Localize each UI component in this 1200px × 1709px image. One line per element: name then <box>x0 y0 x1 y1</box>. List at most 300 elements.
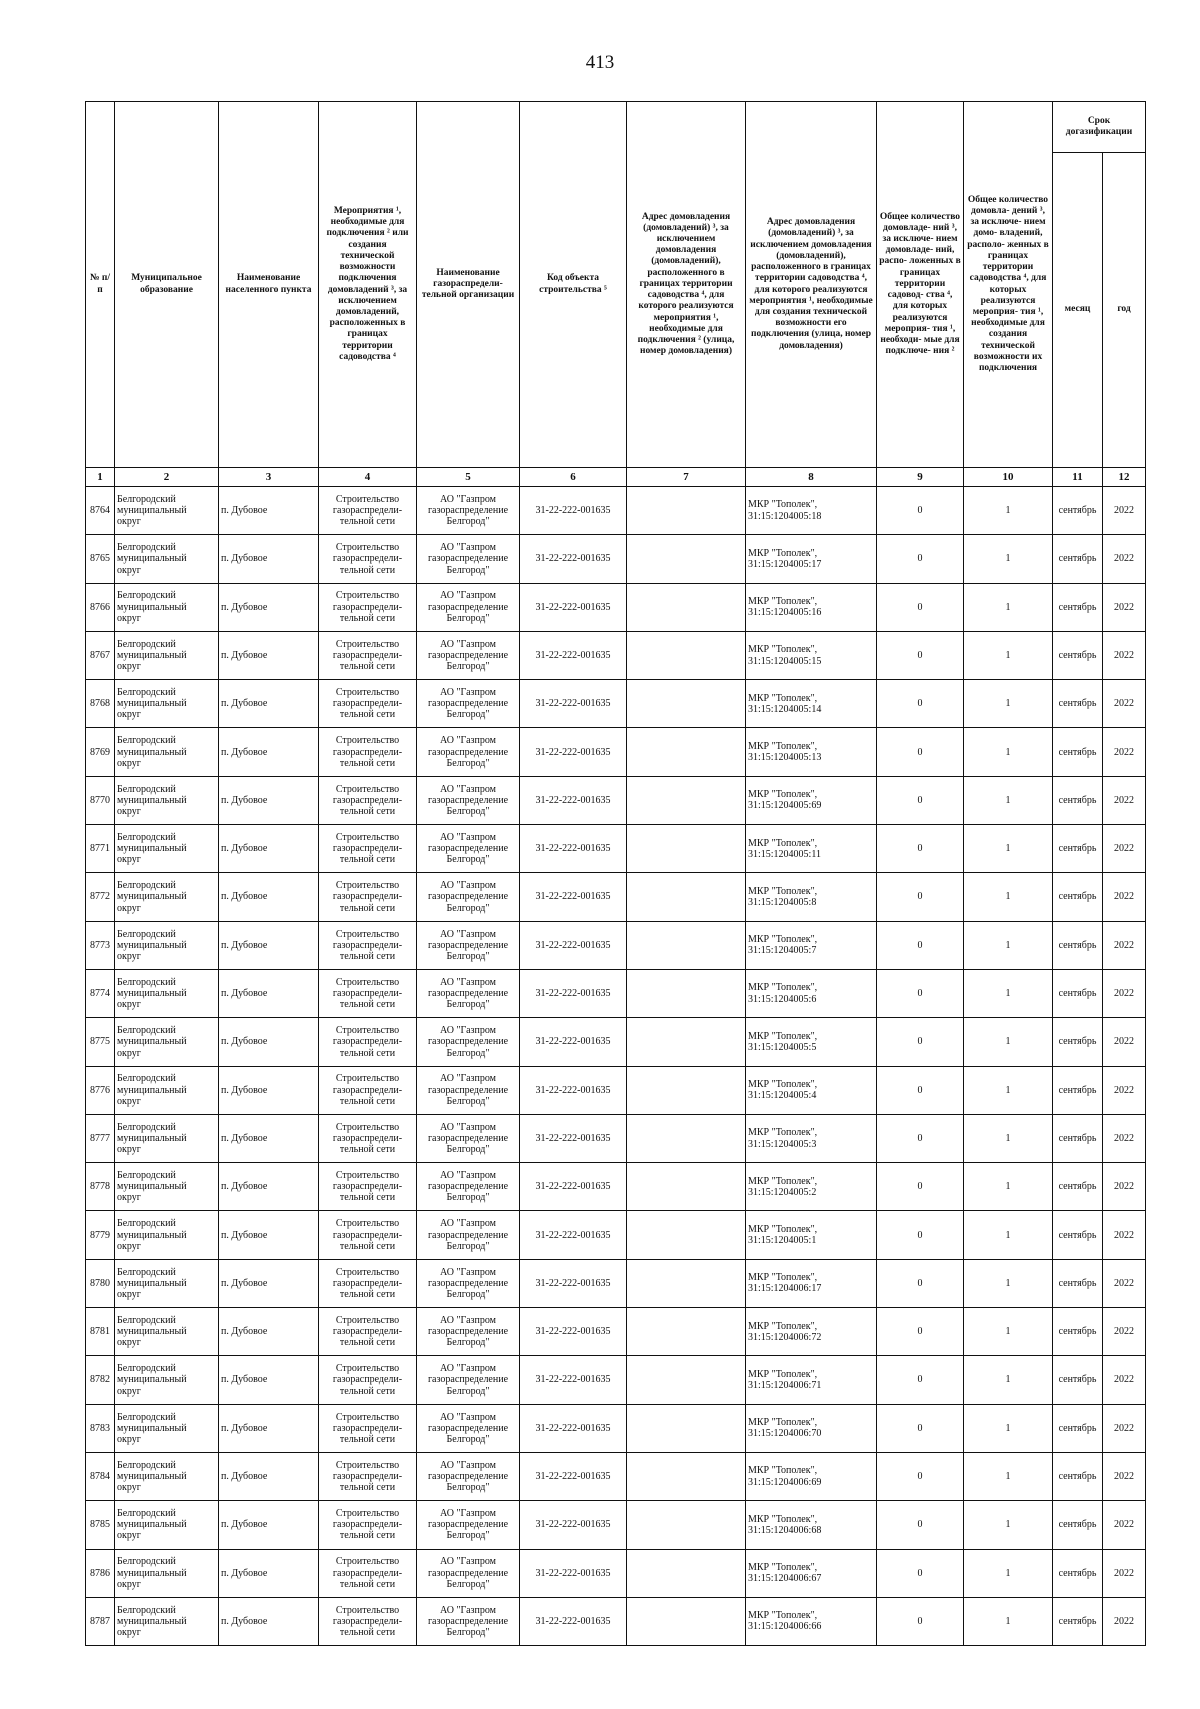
address-tech-cell <box>746 1501 877 1549</box>
gas-org-cell <box>417 1211 520 1259</box>
gas-org-cell <box>417 1501 520 1549</box>
row-number: 8781 <box>86 1308 115 1356</box>
address-connect-cell <box>627 487 746 535</box>
gas-org-line: АО "Газпром <box>440 590 496 602</box>
municipality-cell <box>115 583 219 631</box>
municipality-line: муниципальный <box>117 891 187 903</box>
measure-line: газораспредели- <box>332 1036 403 1048</box>
gas-org-cell <box>417 1114 520 1162</box>
municipality-line: муниципальный <box>117 1567 187 1579</box>
object-code-cell: 31-22-222-001635 <box>520 1597 627 1645</box>
column-number: 3 <box>219 468 319 487</box>
municipality-line: муниципальный <box>117 1277 187 1289</box>
cadastral-number: 31:15:1204005:1 <box>748 1235 817 1247</box>
table-row <box>86 969 1146 1017</box>
gas-org-line: Белгород" <box>446 1144 490 1156</box>
measure-line: тельной сети <box>339 1482 396 1494</box>
object-code-cell: 31-22-222-001635 <box>520 776 627 824</box>
row-number: 8771 <box>86 825 115 873</box>
row-number: 8768 <box>86 680 115 728</box>
count-tech-cell: 1 <box>964 921 1053 969</box>
municipality-line: округ <box>117 612 141 624</box>
count-connect-cell: 0 <box>877 728 964 776</box>
count-connect-cell: 0 <box>877 631 964 679</box>
municipality-line: Белгородский <box>117 1218 176 1230</box>
municipality-line: Белгородский <box>117 1121 176 1133</box>
cadastral-number: 31:15:1204005:14 <box>748 703 822 715</box>
address-connect-cell <box>627 969 746 1017</box>
count-connect-cell: 0 <box>877 680 964 728</box>
year-cell: 2022 <box>1103 1501 1146 1549</box>
count-connect-cell: 0 <box>877 873 964 921</box>
month-cell: сентябрь <box>1053 1259 1103 1307</box>
month-cell: сентябрь <box>1053 631 1103 679</box>
address-tech-cell <box>746 825 877 873</box>
gas-org-line: газораспределение <box>427 939 509 951</box>
row-number: 8769 <box>86 728 115 776</box>
address-connect-cell <box>627 680 746 728</box>
gas-org-cell <box>417 680 520 728</box>
settlement-cell: п. Дубовое <box>219 1452 319 1500</box>
table-row <box>86 1356 1146 1404</box>
count-tech-cell: 1 <box>964 1452 1053 1500</box>
settlement-cell: п. Дубовое <box>219 921 319 969</box>
column-number: 7 <box>627 468 746 487</box>
measure-line: тельной сети <box>339 612 396 624</box>
measure-cell <box>319 1452 417 1500</box>
column-number: 10 <box>964 468 1053 487</box>
address-connect-cell <box>627 1404 746 1452</box>
year-cell: 2022 <box>1103 680 1146 728</box>
row-number: 8786 <box>86 1549 115 1597</box>
header-count-tech: Общее количество домовла- дений ³, за исключе- нием домо- владений, располо- женных в границах территории садоводства ⁴, для которых реализуются мероприя- тия ¹, необходимые для создания технической возможности их подключения <box>964 102 1053 468</box>
gas-org-line: газораспределение <box>427 1422 509 1434</box>
measure-line: газораспредели- <box>332 1519 403 1531</box>
row-number: 8766 <box>86 583 115 631</box>
month-cell: сентябрь <box>1053 487 1103 535</box>
count-connect-cell: 0 <box>877 1163 964 1211</box>
gas-org-line: газораспределение <box>427 601 509 613</box>
gas-org-line: газораспределение <box>427 891 509 903</box>
municipality-line: округ <box>117 1385 141 1397</box>
municipality-line: Белгородский <box>117 1073 176 1085</box>
table-row <box>86 680 1146 728</box>
count-tech-cell: 1 <box>964 631 1053 679</box>
month-cell: сентябрь <box>1053 873 1103 921</box>
page-number: 413 <box>585 52 615 73</box>
measure-line: Строительство <box>335 1025 400 1037</box>
object-code-cell: 31-22-222-001635 <box>520 1211 627 1259</box>
measure-cell <box>319 1114 417 1162</box>
measure-line: тельной сети <box>339 854 396 866</box>
municipality-line: муниципальный <box>117 794 187 806</box>
table-row <box>86 631 1146 679</box>
gas-org-line: газораспределение <box>427 843 509 855</box>
measure-cell <box>319 487 417 535</box>
row-number: 8772 <box>86 873 115 921</box>
address-prefix: МКР "Тополек", <box>748 1079 818 1091</box>
year-cell: 2022 <box>1103 1018 1146 1066</box>
count-connect-cell: 0 <box>877 825 964 873</box>
address-connect-cell <box>627 1018 746 1066</box>
settlement-cell: п. Дубовое <box>219 776 319 824</box>
municipality-line: муниципальный <box>117 1132 187 1144</box>
measure-cell <box>319 1597 417 1645</box>
count-tech-cell: 1 <box>964 776 1053 824</box>
count-connect-cell: 0 <box>877 535 964 583</box>
municipality-cell <box>115 1549 219 1597</box>
gas-org-line: Белгород" <box>446 1337 490 1349</box>
municipality-line: округ <box>117 516 141 528</box>
address-connect-cell <box>627 1259 746 1307</box>
municipality-cell <box>115 1597 219 1645</box>
count-tech-cell: 1 <box>964 1549 1053 1597</box>
gas-org-line: газораспределение <box>427 1567 509 1579</box>
municipality-line: округ <box>117 564 141 576</box>
measure-line: тельной сети <box>339 1192 396 1204</box>
measure-line: газораспредели- <box>332 1277 403 1289</box>
measure-cell <box>319 1356 417 1404</box>
address-connect-cell <box>627 1114 746 1162</box>
gas-org-line: газораспределение <box>427 698 509 710</box>
count-connect-cell: 0 <box>877 1211 964 1259</box>
address-tech-cell <box>746 873 877 921</box>
settlement-cell: п. Дубовое <box>219 1597 319 1645</box>
object-code-cell: 31-22-222-001635 <box>520 680 627 728</box>
measure-cell <box>319 1018 417 1066</box>
gas-org-line: газораспределение <box>427 1277 509 1289</box>
count-tech-cell: 1 <box>964 1356 1053 1404</box>
count-tech-cell: 1 <box>964 1018 1053 1066</box>
address-tech-cell <box>746 921 877 969</box>
count-tech-cell: 1 <box>964 583 1053 631</box>
year-cell: 2022 <box>1103 583 1146 631</box>
municipality-line: округ <box>117 1530 141 1542</box>
object-code-cell: 31-22-222-001635 <box>520 921 627 969</box>
year-cell: 2022 <box>1103 969 1146 1017</box>
municipality-cell <box>115 535 219 583</box>
gas-org-line: АО "Газпром <box>440 1170 496 1182</box>
address-prefix: МКР "Тополек", <box>748 644 818 656</box>
gasification-register-table <box>85 101 1146 1646</box>
measure-line: газораспредели- <box>332 794 403 806</box>
count-connect-cell: 0 <box>877 487 964 535</box>
measure-line: газораспредели- <box>332 1229 403 1241</box>
gas-org-cell <box>417 1163 520 1211</box>
measure-line: Строительство <box>335 493 400 505</box>
count-connect-cell: 0 <box>877 1404 964 1452</box>
settlement-cell: п. Дубовое <box>219 487 319 535</box>
gas-org-line: Белгород" <box>446 1530 490 1542</box>
measure-line: газораспредели- <box>332 939 403 951</box>
year-cell: 2022 <box>1103 1356 1146 1404</box>
measure-line: тельной сети <box>339 1144 396 1156</box>
year-cell: 2022 <box>1103 728 1146 776</box>
municipality-line: округ <box>117 1095 141 1107</box>
municipality-line: Белгородский <box>117 1266 176 1278</box>
measure-cell <box>319 1549 417 1597</box>
month-cell: сентябрь <box>1053 1018 1103 1066</box>
row-number: 8767 <box>86 631 115 679</box>
measure-line: тельной сети <box>339 516 396 528</box>
month-cell: сентябрь <box>1053 969 1103 1017</box>
municipality-line: Белгородский <box>117 542 176 554</box>
address-prefix: МКР "Тополек", <box>748 1417 818 1429</box>
measure-line: Строительство <box>335 1459 400 1471</box>
gas-org-line: АО "Газпром <box>440 783 496 795</box>
column-number: 9 <box>877 468 964 487</box>
measure-line: газораспредели- <box>332 1615 403 1627</box>
municipality-cell <box>115 487 219 535</box>
municipality-cell <box>115 969 219 1017</box>
municipality-line: муниципальный <box>117 988 187 1000</box>
gas-org-cell <box>417 728 520 776</box>
measure-line: Строительство <box>335 976 400 988</box>
count-connect-cell: 0 <box>877 776 964 824</box>
row-number: 8770 <box>86 776 115 824</box>
column-number: 12 <box>1103 468 1146 487</box>
gas-org-cell <box>417 631 520 679</box>
measure-cell <box>319 728 417 776</box>
gas-org-line: газораспределение <box>427 1374 509 1386</box>
municipality-line: Белгородский <box>117 1556 176 1568</box>
municipality-line: округ <box>117 1627 141 1639</box>
settlement-cell: п. Дубовое <box>219 728 319 776</box>
address-connect-cell <box>627 1211 746 1259</box>
cadastral-number: 31:15:1204006:69 <box>748 1476 822 1488</box>
municipality-line: округ <box>117 1047 141 1059</box>
table-header <box>86 102 1146 487</box>
gas-org-line: газораспределение <box>427 1229 509 1241</box>
measure-line: тельной сети <box>339 1047 396 1059</box>
settlement-cell: п. Дубовое <box>219 1308 319 1356</box>
column-number: 2 <box>115 468 219 487</box>
cadastral-number: 31:15:1204005:15 <box>748 655 822 667</box>
measure-line: газораспредели- <box>332 553 403 565</box>
measure-line: тельной сети <box>339 950 396 962</box>
address-prefix: МКР "Тополек", <box>748 740 818 752</box>
cadastral-number: 31:15:1204005:4 <box>748 1090 817 1102</box>
measure-cell <box>319 1066 417 1114</box>
header-count-connect: Общее количество домовладе- ний ³, за исключе- нием домовладе- ний, распо- ложенных в границах территории садовод- ства ⁴, для которых реализуются мероприя- тия ¹, необходи- мые для подключе- ния ² <box>877 102 964 468</box>
count-connect-cell: 0 <box>877 1501 964 1549</box>
cadastral-number: 31:15:1204005:6 <box>748 993 817 1005</box>
measure-line: газораспредели- <box>332 746 403 758</box>
measure-line: Строительство <box>335 1170 400 1182</box>
measure-line: тельной сети <box>339 1433 396 1445</box>
measure-line: Строительство <box>335 735 400 747</box>
cadastral-number: 31:15:1204006:71 <box>748 1379 822 1391</box>
measure-cell <box>319 1163 417 1211</box>
month-cell: сентябрь <box>1053 1163 1103 1211</box>
measure-line: Строительство <box>335 1508 400 1520</box>
municipality-cell <box>115 1501 219 1549</box>
measure-line: Строительство <box>335 1073 400 1085</box>
header-measures: Мероприятия ¹, необходимые для подключения ² или создания технической возможности подключения домовладений ³, за исключением домовладений, расположенных в границах территории садоводства ⁴ <box>319 102 417 468</box>
object-code-cell: 31-22-222-001635 <box>520 535 627 583</box>
municipality-line: муниципальный <box>117 1326 187 1338</box>
year-cell: 2022 <box>1103 1452 1146 1500</box>
gas-org-line: газораспределение <box>427 1470 509 1482</box>
address-prefix: МКР "Тополек", <box>748 885 818 897</box>
municipality-line: Белгородский <box>117 1604 176 1616</box>
measure-line: Строительство <box>335 1121 400 1133</box>
header-num: № п/п <box>86 102 115 468</box>
measure-cell <box>319 921 417 969</box>
table-row <box>86 776 1146 824</box>
object-code-cell: 31-22-222-001635 <box>520 1308 627 1356</box>
month-cell: сентябрь <box>1053 728 1103 776</box>
month-cell: сентябрь <box>1053 1404 1103 1452</box>
address-connect-cell <box>627 631 746 679</box>
address-prefix: МКР "Тополек", <box>748 1175 818 1187</box>
gas-org-line: АО "Газпром <box>440 542 496 554</box>
year-cell: 2022 <box>1103 487 1146 535</box>
gas-org-cell <box>417 969 520 1017</box>
count-connect-cell: 0 <box>877 1549 964 1597</box>
row-number: 8778 <box>86 1163 115 1211</box>
municipality-line: муниципальный <box>117 553 187 565</box>
gas-org-line: Белгород" <box>446 612 490 624</box>
gas-org-line: Белгород" <box>446 806 490 818</box>
gas-org-line: Белгород" <box>446 1240 490 1252</box>
measure-line: газораспредели- <box>332 891 403 903</box>
count-tech-cell: 1 <box>964 1404 1053 1452</box>
count-connect-cell: 0 <box>877 1018 964 1066</box>
address-tech-cell <box>746 1259 877 1307</box>
measure-line: тельной сети <box>339 1095 396 1107</box>
municipality-line: округ <box>117 902 141 914</box>
cadastral-number: 31:15:1204006:70 <box>748 1428 822 1440</box>
count-connect-cell: 0 <box>877 1597 964 1645</box>
table-row <box>86 1308 1146 1356</box>
column-number: 8 <box>746 468 877 487</box>
measure-line: тельной сети <box>339 902 396 914</box>
month-cell: сентябрь <box>1053 1211 1103 1259</box>
year-cell: 2022 <box>1103 873 1146 921</box>
gas-org-line: АО "Газпром <box>440 1508 496 1520</box>
measure-cell <box>319 825 417 873</box>
header-deadline: Срок догазификации <box>1053 102 1146 153</box>
cadastral-number: 31:15:1204006:66 <box>748 1621 822 1633</box>
column-number: 4 <box>319 468 417 487</box>
gas-org-line: АО "Газпром <box>440 1556 496 1568</box>
object-code-cell: 31-22-222-001635 <box>520 1356 627 1404</box>
address-prefix: МКР "Тополек", <box>748 1561 818 1573</box>
object-code-cell: 31-22-222-001635 <box>520 583 627 631</box>
measure-cell <box>319 583 417 631</box>
month-cell: сентябрь <box>1053 583 1103 631</box>
table-row <box>86 583 1146 631</box>
municipality-line: округ <box>117 1240 141 1252</box>
measure-line: Строительство <box>335 880 400 892</box>
municipality-cell <box>115 825 219 873</box>
municipality-line: муниципальный <box>117 1181 187 1193</box>
row-number: 8784 <box>86 1452 115 1500</box>
count-connect-cell: 0 <box>877 1066 964 1114</box>
gas-org-line: АО "Газпром <box>440 1363 496 1375</box>
table-row <box>86 1597 1146 1645</box>
measure-line: Строительство <box>335 687 400 699</box>
object-code-cell: 31-22-222-001635 <box>520 1501 627 1549</box>
municipality-line: Белгородский <box>117 493 176 505</box>
cadastral-number: 31:15:1204005:8 <box>748 897 817 909</box>
municipality-line: округ <box>117 1433 141 1445</box>
settlement-cell: п. Дубовое <box>219 1356 319 1404</box>
cadastral-number: 31:15:1204006:68 <box>748 1524 822 1536</box>
gas-org-cell <box>417 1308 520 1356</box>
measure-line: тельной сети <box>339 1288 396 1300</box>
gas-org-cell <box>417 921 520 969</box>
row-number: 8765 <box>86 535 115 583</box>
measure-line: тельной сети <box>339 757 396 769</box>
object-code-cell: 31-22-222-001635 <box>520 1163 627 1211</box>
address-prefix: МКР "Тополек", <box>748 692 818 704</box>
municipality-line: муниципальный <box>117 1036 187 1048</box>
count-tech-cell: 1 <box>964 969 1053 1017</box>
gas-org-line: АО "Газпром <box>440 493 496 505</box>
row-number: 8775 <box>86 1018 115 1066</box>
column-number: 1 <box>86 468 115 487</box>
gas-org-line: АО "Газпром <box>440 1411 496 1423</box>
row-number: 8780 <box>86 1259 115 1307</box>
address-connect-cell <box>627 583 746 631</box>
municipality-cell <box>115 1404 219 1452</box>
municipality-line: Белгородский <box>117 783 176 795</box>
measure-cell <box>319 873 417 921</box>
measure-line: Строительство <box>335 1604 400 1616</box>
municipality-cell <box>115 1163 219 1211</box>
measure-cell <box>319 969 417 1017</box>
count-connect-cell: 0 <box>877 1259 964 1307</box>
municipality-line: округ <box>117 1192 141 1204</box>
address-tech-cell <box>746 1018 877 1066</box>
address-tech-cell <box>746 680 877 728</box>
gas-org-line: АО "Газпром <box>440 831 496 843</box>
gas-org-line: газораспределение <box>427 746 509 758</box>
address-tech-cell <box>746 1114 877 1162</box>
gas-org-line: Белгород" <box>446 1385 490 1397</box>
measure-line: тельной сети <box>339 1337 396 1349</box>
settlement-cell: п. Дубовое <box>219 535 319 583</box>
cadastral-number: 31:15:1204005:17 <box>748 558 822 570</box>
municipality-line: Белгородский <box>117 735 176 747</box>
gas-org-line: АО "Газпром <box>440 1073 496 1085</box>
gas-org-line: Белгород" <box>446 950 490 962</box>
measure-line: газораспредели- <box>332 1084 403 1096</box>
cadastral-number: 31:15:1204005:2 <box>748 1186 817 1198</box>
year-cell: 2022 <box>1103 1114 1146 1162</box>
address-prefix: МКР "Тополек", <box>748 1223 818 1235</box>
measure-line: газораспредели- <box>332 1132 403 1144</box>
cadastral-number: 31:15:1204005:11 <box>748 848 821 860</box>
row-number: 8783 <box>86 1404 115 1452</box>
table-row <box>86 1114 1146 1162</box>
settlement-cell: п. Дубовое <box>219 1259 319 1307</box>
address-prefix: МКР "Тополек", <box>748 596 818 608</box>
municipality-cell <box>115 631 219 679</box>
count-tech-cell: 1 <box>964 1597 1053 1645</box>
municipality-line: муниципальный <box>117 843 187 855</box>
municipality-cell <box>115 1259 219 1307</box>
column-number: 5 <box>417 468 520 487</box>
municipality-cell <box>115 728 219 776</box>
year-cell: 2022 <box>1103 776 1146 824</box>
row-number: 8777 <box>86 1114 115 1162</box>
measure-cell <box>319 776 417 824</box>
count-connect-cell: 0 <box>877 1452 964 1500</box>
address-prefix: МКР "Тополек", <box>748 1320 818 1332</box>
